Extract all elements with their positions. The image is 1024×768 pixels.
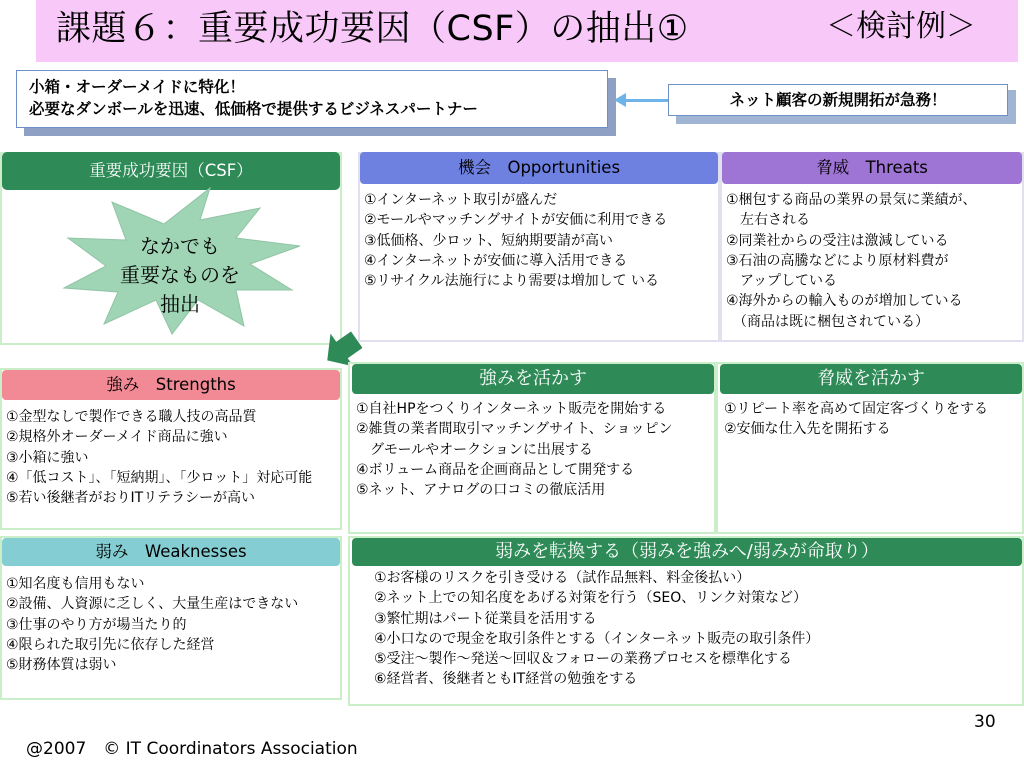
starburst-line-2: 重要なものを	[120, 263, 240, 287]
list-item: ②安価な仕入先を開拓する	[724, 421, 891, 438]
list-item: ⑤ネット、アナログの口コミの徹底活用	[356, 482, 606, 499]
slide-title: 課題６：重要成功要因（CSF）の抽出①	[56, 9, 689, 49]
copyright: @2007 © IT Coordinators Association	[26, 739, 358, 759]
up-left-arrow-icon	[322, 326, 362, 366]
example-label: ＜検討例＞	[826, 9, 976, 44]
list-item: ③仕事のやり方が場当たり的	[6, 616, 187, 633]
left-arrow-icon	[614, 93, 626, 107]
left-arrow-shaft	[624, 99, 670, 102]
message-box	[16, 70, 608, 128]
list-item: ①梱包する商品の業界の景気に業績が、	[726, 192, 977, 208]
weaknesses-list	[6, 574, 298, 675]
list-item: ②雑貨の業者間取引マッチングサイト、ショッピン	[356, 421, 673, 438]
strengths-list	[6, 407, 312, 508]
starburst-line-1: なかでも	[140, 234, 220, 258]
net-customer-box: ネット顧客の新規開拓が急務！	[668, 84, 1008, 116]
starburst-text	[80, 232, 280, 319]
strengths-header: 強み Strengths	[2, 370, 340, 400]
opportunities-header: 機会 Opportunities	[360, 152, 718, 184]
list-item: ②同業社からの受注は激減している	[726, 232, 949, 249]
list-item: ②設備、人資源に乏しく、大量生産はできない	[6, 596, 299, 613]
list-item: ④小口なので現金を取引条件とする（インターネット販売の取引条件）	[374, 630, 820, 647]
threats-list	[726, 190, 977, 332]
message-line-1: 小箱・オーダーメイドに特化！	[29, 78, 245, 96]
use-strengths-list	[356, 399, 673, 500]
use-threats-header: 脅威を活かす	[720, 364, 1022, 394]
list-item: ①リピート率を高めて固定客づくりをする	[724, 401, 988, 417]
list-item: ①お客様のリスクを引き受ける（試作品無料、料金後払い）	[374, 570, 751, 586]
threats-header: 脅威 Threats	[722, 152, 1022, 184]
convert-weaknesses-list	[374, 568, 819, 690]
list-item: ①自社HPをつくりインターネット販売を開始する	[356, 401, 667, 417]
list-item: ⑤受注～製作～発送～回収＆フォローの業務プロセスを標準化する	[374, 651, 792, 668]
list-item: ④「低コスト」、「短納期」、「少ロット」対応可能	[6, 469, 313, 486]
list-item: ⑥経営者、後継者ともIT経営の勉強をする	[374, 671, 638, 688]
list-item: ⑤財務体質は弱い	[6, 657, 117, 674]
list-item: ②ネット上での知名度をあげる対策を行う（SEO、リンク対策など）	[374, 590, 808, 607]
list-item: ②規格外オーダーメイド商品に強い	[6, 429, 228, 446]
list-item: ③繁忙期はパート従業員を活用する	[374, 610, 597, 627]
weaknesses-header: 弱み Weaknesses	[2, 538, 340, 566]
list-item: ④限られた取引先に依存した経営	[6, 636, 215, 653]
list-item: ⑤リサイクル法施行により需要は増加して いる	[364, 273, 660, 290]
csf-header: 重要成功要因（CSF）	[2, 152, 340, 190]
opportunities-list	[364, 190, 667, 291]
list-item: ④海外からの輸入ものが増加している	[726, 293, 963, 310]
starburst-line-3: 抽出	[160, 292, 200, 316]
list-item: グモールやオークションに出展する	[356, 441, 593, 458]
list-item: ④ボリューム商品を企画商品として開発する	[356, 461, 635, 478]
list-item: ①金型なしで製作できる職人技の高品質	[6, 409, 257, 425]
use-threats-list	[724, 399, 988, 440]
list-item: ③低価格、少ロット、短納期要請が高い	[364, 232, 614, 249]
message-line-2: 必要なダンボールを迅速、低価格で提供するビジネスパートナー	[29, 100, 478, 118]
page-number: 30	[974, 712, 996, 732]
list-item: ①知名度も信用もない	[6, 576, 145, 592]
list-item: ③小箱に強い	[6, 449, 89, 466]
use-strengths-header: 強みを活かす	[352, 364, 714, 394]
list-item: ③石油の高騰などにより原材料費が	[726, 252, 949, 269]
list-item: （商品は既に梱包されている）	[726, 313, 929, 330]
list-item: アップしている	[726, 273, 838, 290]
list-item: ①インターネット取引が盛んだ	[364, 192, 558, 208]
list-item: 左右される	[726, 212, 810, 229]
convert-weaknesses-header: 弱みを転換する（弱みを強みへ/弱みが命取り）	[352, 538, 1022, 566]
list-item: ④インターネットが安価に導入活用できる	[364, 252, 628, 269]
list-item: ②モールやマッチングサイトが安価に利用できる	[364, 212, 668, 229]
list-item: ⑤若い後継者がおりITリテラシーが高い	[6, 490, 255, 507]
